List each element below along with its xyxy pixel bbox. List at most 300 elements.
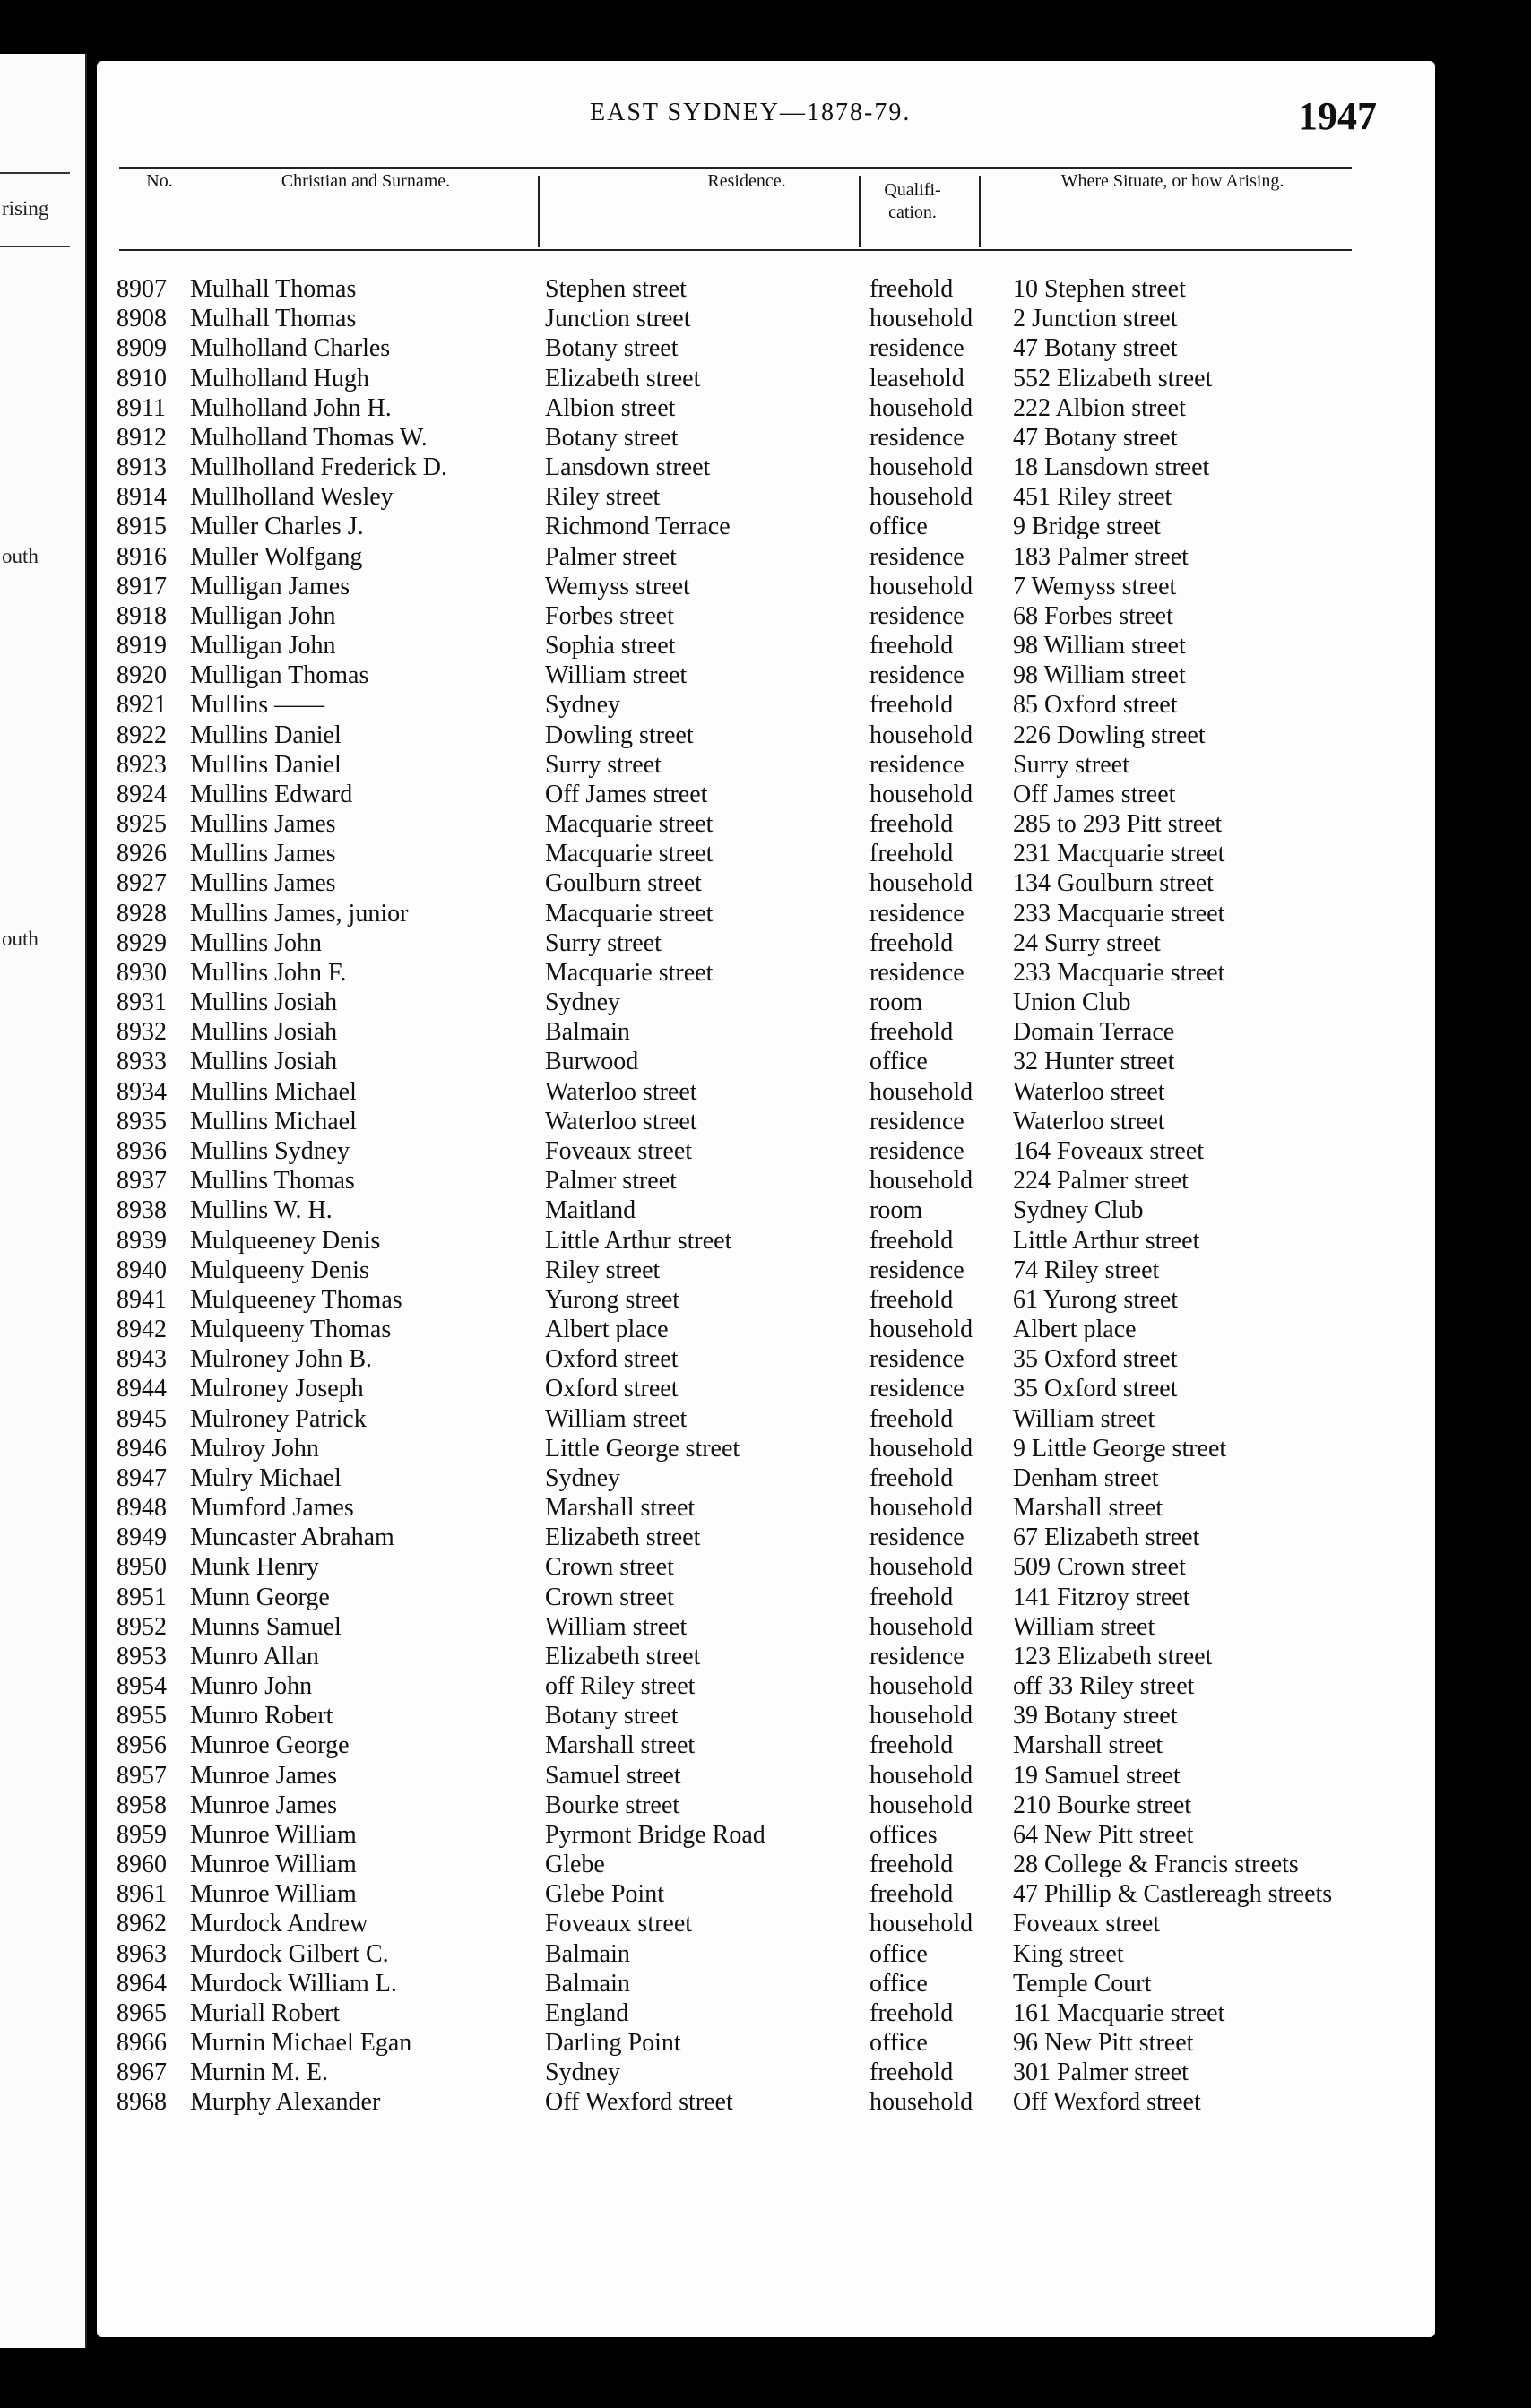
entry-where: William street: [1013, 1404, 1155, 1433]
entry-where: 233 Macquarie street: [1013, 958, 1225, 987]
entry-where: 123 Elizabeth street: [1013, 1642, 1213, 1670]
entry-residence: Sydney: [545, 691, 620, 720]
table-row: [117, 750, 1425, 780]
entry-name: Mulroney Patrick: [190, 1404, 367, 1433]
entry-qualification: residence: [869, 750, 964, 779]
entry-qualification: household: [869, 1553, 973, 1582]
entry-qualification: household: [869, 483, 973, 512]
entry-where: Marshall street: [1013, 1731, 1163, 1760]
entry-residence: Samuel street: [545, 1761, 681, 1790]
entry-where: Little Arthur street: [1013, 1226, 1200, 1255]
entry-residence: Marshall street: [545, 1731, 696, 1760]
entry-qualification: household: [869, 1612, 973, 1641]
entry-number: 8960: [117, 1851, 167, 1879]
entry-qualification: freehold: [869, 1226, 954, 1255]
entry-qualification: residence: [869, 1523, 964, 1552]
table-row: [117, 1998, 1425, 2028]
entry-residence: Glebe: [545, 1851, 605, 1879]
entry-name: Mullholland Frederick D.: [190, 453, 447, 482]
entry-qualification: residence: [869, 542, 964, 571]
table-row: [117, 333, 1425, 363]
entry-qualification: office: [869, 1048, 928, 1076]
column-divider: [538, 176, 540, 247]
entry-where: 226 Dowling street: [1013, 721, 1206, 749]
entry-name: Mullins Daniel: [190, 750, 342, 779]
previous-page-edge: [0, 54, 87, 2348]
entry-name: Mullins Daniel: [190, 721, 342, 749]
entry-number: 8926: [117, 840, 167, 868]
entry-number: 8912: [117, 423, 167, 452]
prev-page-rule: [0, 172, 70, 174]
table-row: [117, 1047, 1425, 1076]
entry-where: 509 Crown street: [1013, 1553, 1186, 1582]
table-row: [117, 1761, 1425, 1791]
entry-qualification: residence: [869, 1256, 964, 1284]
table-row: [117, 1374, 1425, 1403]
entry-name: Munro Allan: [190, 1642, 319, 1670]
entry-qualification: residence: [869, 1375, 964, 1403]
entry-where: 9 Bridge street: [1013, 513, 1161, 541]
entry-name: Muller Charles J.: [190, 513, 364, 541]
entry-qualification: freehold: [869, 1285, 954, 1314]
entry-name: Mulholland Charles: [190, 334, 391, 363]
entry-name: Mullins Michael: [190, 1077, 357, 1106]
entry-residence: Bourke street: [545, 1791, 680, 1819]
entry-number: 8968: [117, 2088, 167, 2117]
entry-residence: Palmer street: [545, 1167, 677, 1195]
table-row: [117, 1077, 1425, 1107]
table-row: [117, 364, 1425, 393]
entry-residence: Pyrmont Bridge Road: [545, 1820, 766, 1849]
header-no: No.: [146, 171, 173, 191]
entry-where: off 33 Riley street: [1013, 1672, 1195, 1701]
entry-residence: Sydney: [545, 1463, 620, 1492]
entry-where: 61 Yurong street: [1013, 1285, 1179, 1314]
table-row: [117, 1909, 1425, 1938]
entry-residence: England: [545, 1998, 629, 2027]
entry-number: 8951: [117, 1583, 167, 1611]
entry-name: Mullins W. H.: [190, 1196, 333, 1225]
table-row: [117, 1969, 1425, 1998]
entry-where: 224 Palmer street: [1013, 1167, 1189, 1195]
entry-qualification: household: [869, 721, 973, 749]
entry-residence: Riley street: [545, 1256, 661, 1284]
entry-number: 8957: [117, 1761, 167, 1790]
entry-residence: Dowling street: [545, 721, 694, 749]
table-row: [117, 1136, 1425, 1166]
table-row: [117, 1701, 1425, 1730]
table-row: [117, 1493, 1425, 1523]
table-row: [117, 304, 1425, 333]
entry-number: 8922: [117, 721, 167, 749]
column-divider: [979, 176, 981, 247]
entry-where: 164 Foveaux street: [1013, 1136, 1205, 1165]
entry-name: Mulholland Thomas W.: [190, 423, 428, 452]
table-row: [117, 1523, 1425, 1552]
table-row: [117, 393, 1425, 423]
entry-number: 8931: [117, 988, 167, 1017]
entry-number: 8936: [117, 1136, 167, 1165]
entry-name: Mulroney John B.: [190, 1345, 372, 1374]
entry-name: Munns Samuel: [190, 1612, 342, 1641]
entry-where: 183 Palmer street: [1013, 542, 1189, 571]
entry-qualification: freehold: [869, 840, 954, 868]
entry-where: Waterloo street: [1013, 1077, 1165, 1106]
entry-qualification: household: [869, 393, 973, 422]
entry-residence: Balmain: [545, 1969, 630, 1998]
entry-qualification: household: [869, 453, 973, 482]
entry-name: Mulligan Thomas: [190, 661, 369, 690]
entry-where: 134 Goulburn street: [1013, 869, 1214, 898]
entry-name: Muncaster Abraham: [190, 1523, 394, 1552]
entry-residence: Wemyss street: [545, 572, 690, 600]
entry-number: 8911: [117, 393, 166, 422]
entry-qualification: residence: [869, 958, 964, 987]
entry-number: 8943: [117, 1345, 167, 1374]
page-title: EAST SYDNEY—1878-79.: [590, 99, 912, 126]
entry-number: 8958: [117, 1791, 167, 1819]
table-row: [117, 868, 1425, 898]
entry-number: 8908: [117, 305, 167, 333]
entry-name: Mullins James: [190, 869, 336, 898]
entry-number: 8907: [117, 275, 167, 303]
entry-name: Munroe George: [190, 1731, 350, 1760]
entry-number: 8947: [117, 1463, 167, 1492]
entry-number: 8910: [117, 364, 167, 393]
entry-where: 141 Fitzroy street: [1013, 1583, 1190, 1611]
entry-qualification: household: [869, 1910, 973, 1938]
entry-where: Surry street: [1013, 750, 1129, 779]
entry-where: 35 Oxford street: [1013, 1345, 1178, 1374]
entry-number: 8959: [117, 1820, 167, 1849]
entry-number: 8949: [117, 1523, 167, 1552]
entry-number: 8965: [117, 1998, 167, 2027]
entry-residence: Elizabeth street: [545, 1523, 701, 1552]
table-row: [117, 1107, 1425, 1136]
entry-number: 8927: [117, 869, 167, 898]
table-row: [117, 928, 1425, 958]
entry-number: 8953: [117, 1642, 167, 1670]
entry-name: Mulligan James: [190, 572, 350, 600]
entry-name: Mullins James: [190, 840, 336, 868]
entry-where: 301 Palmer street: [1013, 2058, 1189, 2087]
prev-page-rule: [0, 246, 70, 247]
entry-name: Murnin M. E.: [190, 2058, 328, 2087]
entry-where: 233 Macquarie street: [1013, 899, 1225, 928]
entry-where: 24 Surry street: [1013, 928, 1161, 957]
entry-name: Mulqueeney Thomas: [190, 1285, 402, 1314]
entry-number: 8937: [117, 1167, 167, 1195]
entry-number: 8933: [117, 1048, 167, 1076]
entry-name: Mulry Michael: [190, 1463, 342, 1492]
table-row: [117, 453, 1425, 482]
entry-number: 8920: [117, 661, 167, 690]
table-row: [117, 2087, 1425, 2117]
entry-residence: Crown street: [545, 1583, 674, 1611]
entry-qualification: freehold: [869, 1018, 954, 1047]
entry-where: King street: [1013, 1939, 1124, 1968]
entry-name: Mulholland John H.: [190, 393, 392, 422]
entry-name: Mulroney Joseph: [190, 1375, 364, 1403]
entry-qualification: household: [869, 305, 973, 333]
entry-where: Union Club: [1013, 988, 1131, 1017]
entry-name: Mumford James: [190, 1494, 354, 1523]
entry-name: Mullins Josiah: [190, 1048, 338, 1076]
entry-residence: Surry street: [545, 928, 662, 957]
entry-where: 47 Botany street: [1013, 423, 1178, 452]
entry-number: 8962: [117, 1910, 167, 1938]
entry-qualification: room: [869, 988, 923, 1017]
entry-residence: Stephen street: [545, 275, 687, 303]
entry-name: Mullins Michael: [190, 1107, 357, 1135]
table-row: [117, 1404, 1425, 1434]
entry-qualification: office: [869, 513, 928, 541]
entry-number: 8914: [117, 483, 167, 512]
entry-where: 552 Elizabeth street: [1013, 364, 1213, 393]
entry-residence: Crown street: [545, 1553, 674, 1582]
entry-qualification: office: [869, 2029, 928, 2058]
entry-number: 8963: [117, 1939, 167, 1968]
entry-name: Mullins Thomas: [190, 1167, 355, 1195]
entry-where: 231 Macquarie street: [1013, 840, 1225, 868]
entry-residence: Surry street: [545, 750, 662, 779]
entry-number: 8942: [117, 1316, 167, 1344]
entry-where: Sydney Club: [1013, 1196, 1144, 1225]
table-row: [117, 1315, 1425, 1344]
entry-qualification: residence: [869, 1345, 964, 1374]
entry-residence: Riley street: [545, 483, 661, 512]
entry-qualification: office: [869, 1939, 928, 1968]
entry-number: 8909: [117, 334, 167, 363]
entry-qualification: residence: [869, 1642, 964, 1670]
table-row: [117, 542, 1425, 572]
entry-name: Munro Robert: [190, 1702, 333, 1730]
entry-residence: Foveaux street: [545, 1136, 693, 1165]
entry-number: 8967: [117, 2058, 167, 2087]
entry-where: 28 College & Francis streets: [1013, 1851, 1299, 1879]
header-bottom-rule: [119, 249, 1352, 251]
entry-name: Mulhall Thomas: [190, 275, 357, 303]
table-row: [117, 1434, 1425, 1463]
entry-number: 8938: [117, 1196, 167, 1225]
entry-name: Mullholland Wesley: [190, 483, 394, 512]
table-row: [117, 2028, 1425, 2058]
table-row: [117, 1850, 1425, 1879]
entry-where: 18 Lansdown street: [1013, 453, 1210, 482]
entry-number: 8941: [117, 1285, 167, 1314]
table-row: [117, 690, 1425, 720]
entry-name: Mulhall Thomas: [190, 305, 357, 333]
entry-qualification: household: [869, 1077, 973, 1106]
entry-qualification: freehold: [869, 275, 954, 303]
entry-number: 8917: [117, 572, 167, 600]
entry-residence: Waterloo street: [545, 1107, 697, 1135]
table-row: [117, 1583, 1425, 1612]
header-residence: Residence.: [707, 171, 786, 191]
entry-qualification: freehold: [869, 691, 954, 720]
entry-qualification: room: [869, 1196, 923, 1225]
table-row: [117, 1463, 1425, 1493]
entry-qualification: freehold: [869, 810, 954, 839]
entry-residence: Elizabeth street: [545, 364, 701, 393]
table-row: [117, 809, 1425, 839]
entry-residence: Off James street: [545, 780, 708, 808]
entry-qualification: household: [869, 1167, 973, 1195]
entry-name: Mulqueeney Denis: [190, 1226, 381, 1255]
entry-where: 68 Forbes street: [1013, 601, 1173, 630]
table-row: [117, 631, 1425, 660]
entry-qualification: freehold: [869, 1851, 954, 1879]
entry-name: Muller Wolfgang: [190, 542, 363, 571]
entry-qualification: residence: [869, 899, 964, 928]
entry-residence: Richmond Terrace: [545, 513, 731, 541]
entry-residence: Elizabeth street: [545, 1642, 701, 1670]
table-row: [117, 1195, 1425, 1225]
entry-where: 222 Albion street: [1013, 393, 1186, 422]
prev-page-fragment: outh: [2, 545, 39, 567]
entry-name: Munroe William: [190, 1820, 357, 1849]
table-row: [117, 2058, 1425, 2087]
entry-number: 8913: [117, 453, 167, 482]
entry-residence: Macquarie street: [545, 810, 714, 839]
table-row: [117, 1879, 1425, 1909]
table-row: [117, 721, 1425, 750]
table-row: [117, 1730, 1425, 1760]
table-row: [117, 1612, 1425, 1642]
entry-where: 67 Elizabeth street: [1013, 1523, 1200, 1552]
entry-residence: William street: [545, 661, 688, 690]
entry-qualification: offices: [869, 1820, 938, 1849]
entry-residence: Yurong street: [545, 1285, 680, 1314]
entry-where: 35 Oxford street: [1013, 1375, 1178, 1403]
entry-qualification: freehold: [869, 1404, 954, 1433]
entry-qualification: residence: [869, 423, 964, 452]
table-row: [117, 572, 1425, 601]
entry-residence: Darling Point: [545, 2029, 681, 2058]
entry-number: 8930: [117, 958, 167, 987]
entry-residence: Junction street: [545, 305, 691, 333]
entry-residence: Goulburn street: [545, 869, 702, 898]
entry-residence: Burwood: [545, 1048, 639, 1076]
entry-residence: Marshall street: [545, 1494, 696, 1523]
entry-qualification: freehold: [869, 2058, 954, 2087]
table-row: [117, 1166, 1425, 1195]
entry-name: Murdock Gilbert C.: [190, 1939, 389, 1968]
entry-where: 451 Riley street: [1013, 483, 1172, 512]
entry-residence: Off Wexford street: [545, 2088, 733, 2117]
entry-name: Murnin Michael Egan: [190, 2029, 412, 2058]
header-name: Christian and Surname.: [281, 171, 451, 191]
entry-number: 8948: [117, 1494, 167, 1523]
entry-name: Mullins John F.: [190, 958, 347, 987]
entry-where: 64 New Pitt street: [1013, 1820, 1194, 1849]
entry-number: 8955: [117, 1702, 167, 1730]
entry-residence: Botany street: [545, 423, 679, 452]
entry-name: Murphy Alexander: [190, 2088, 381, 2117]
entry-where: 2 Junction street: [1013, 305, 1178, 333]
entry-number: 8916: [117, 542, 167, 571]
entry-where: Domain Terrace: [1013, 1018, 1175, 1047]
entry-name: Muriall Robert: [190, 1998, 341, 2027]
entry-number: 8919: [117, 632, 167, 660]
entry-qualification: freehold: [869, 1998, 954, 2027]
entry-name: Mulligan John: [190, 601, 336, 630]
entry-residence: Oxford street: [545, 1345, 679, 1374]
entry-residence: William street: [545, 1612, 688, 1641]
entry-qualification: freehold: [869, 1731, 954, 1760]
entry-where: 96 New Pitt street: [1013, 2029, 1194, 2058]
entry-qualification: household: [869, 1494, 973, 1523]
page-number: 1947: [1298, 94, 1377, 138]
table-row: [117, 1017, 1425, 1047]
entry-name: Munroe James: [190, 1761, 338, 1790]
entry-residence: Albert place: [545, 1316, 669, 1344]
entry-residence: off Riley street: [545, 1672, 696, 1701]
entry-where: 74 Riley street: [1013, 1256, 1160, 1284]
table-row: [117, 601, 1425, 631]
entry-number: 8924: [117, 780, 167, 808]
entries-list: [117, 274, 1425, 2118]
entry-name: Munro John: [190, 1672, 313, 1701]
entry-where: Marshall street: [1013, 1494, 1163, 1523]
entry-qualification: household: [869, 572, 973, 600]
entry-qualification: household: [869, 869, 973, 898]
entry-qualification: household: [869, 1672, 973, 1701]
entry-residence: Lansdown street: [545, 453, 711, 482]
entry-name: Mulholland Hugh: [190, 364, 369, 393]
entry-name: Mullins Sydney: [190, 1136, 350, 1165]
entry-where: William street: [1013, 1612, 1155, 1641]
entry-name: Mullins James, junior: [190, 899, 409, 928]
entry-name: Mulqueeny Thomas: [190, 1316, 392, 1344]
entry-residence: Botany street: [545, 334, 679, 363]
entry-number: 8923: [117, 750, 167, 779]
entry-residence: Maitland: [545, 1196, 636, 1225]
entry-number: 8928: [117, 899, 167, 928]
entry-number: 8966: [117, 2029, 167, 2058]
table-row: [117, 899, 1425, 928]
entry-name: Murdock William L.: [190, 1969, 397, 1998]
entry-residence: Little Arthur street: [545, 1226, 732, 1255]
entry-name: Mullins ——: [190, 691, 325, 720]
column-divider: [859, 176, 861, 247]
entry-name: Mullins Josiah: [190, 1018, 338, 1047]
table-row: [117, 274, 1425, 304]
table-row: [117, 512, 1425, 541]
entry-qualification: freehold: [869, 1583, 954, 1611]
entry-name: Mullins Edward: [190, 780, 353, 808]
register-page: [97, 61, 1435, 2337]
entry-name: Munroe James: [190, 1791, 338, 1819]
entry-residence: Glebe Point: [545, 1880, 664, 1909]
entry-qualification: household: [869, 780, 973, 808]
table-row: [117, 1939, 1425, 1969]
entry-residence: Botany street: [545, 1702, 679, 1730]
entry-qualification: household: [869, 1434, 973, 1463]
entry-number: 8915: [117, 513, 167, 541]
entry-qualification: freehold: [869, 928, 954, 957]
entry-number: 8934: [117, 1077, 167, 1106]
table-row: [117, 1344, 1425, 1374]
header-qualification: Qualifi- cation.: [884, 180, 941, 222]
table-row: [117, 1820, 1425, 1850]
entry-number: 8945: [117, 1404, 167, 1433]
entry-residence: Balmain: [545, 1018, 630, 1047]
entry-number: 8921: [117, 691, 167, 720]
prev-page-fragment: outh: [2, 928, 39, 950]
entry-where: 10 Stephen street: [1013, 275, 1186, 303]
table-row: [117, 1642, 1425, 1671]
